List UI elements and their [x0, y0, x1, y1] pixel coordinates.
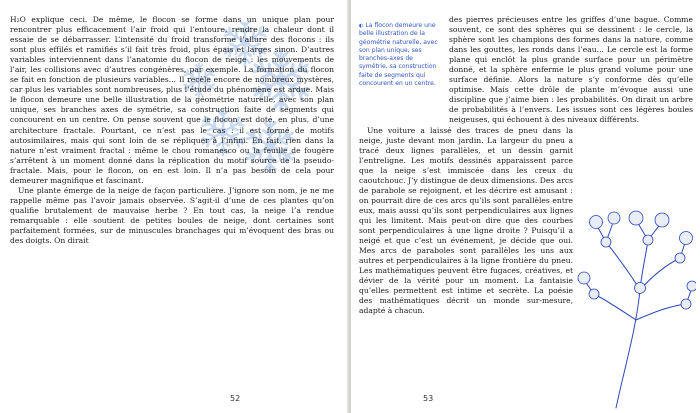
- right-paragraph-1: des pierres précieuses entre les griffes d’une bague. Comme souvent, ce sont des sphères qui se dessinent : le cercle, la sphère sont les champions des formes dans la nature, comme dans les gouttes, les ronds dans l’eau... Le cercle est la forme plane qui enclôt la plus grande surface pour un périmètre donné, et la sphère enferme le plus grand volume pour une surface définie. Alors la nature s’y conforme dès qu’elle optimise. Mais cette drôle de plante m’évoque aussi une discipline que j’aime bien : les probabilités. On dirait un arbre de probabilités à l’envers. Les issues sont ces légères boules neigeuses, qui échouent à des niveaux différents.: [449, 15, 693, 125]
- snow-plant-illustration-icon: [576, 200, 696, 410]
- right-paragraph-2: Une voiture a laissé des traces de pneu dans la neige, juste devant mon jardin. La largeur du pneu a tracé deux lignes parallèles, et un dessin garnit l’entreligne. Les motifs dessinés apparaissent parce que la neige s’est immiscée dans les creux du caoutchouc. J’y distingue de deux dimensions. Des arcs de parabole se rejoignent, et les décrire est amusant : on pourrait dire de ces arcs qu’ils sont parallèles entre eux, mais aussi qu’ils sont perpendiculaires aux lignes qui les limitent. Mais peut-on dire que des courbes sont perpendiculaires à une ligne droite ? Puisqu’il a neigé et que c’est un événement, je décide que oui. Mes arcs de paraboles sont parallèles les uns aux autres et perpendiculaires à la ligne frontière du pneu. Les mathématiques peuvent être fugaces, créatives, et dévier de la vérité pour un moment. La fantaisie qu’elles permettent est intime et secrète. La poésie des mathématiques décrit un monde sur-mesure, adapté à chacun.: [359, 125, 573, 316]
- page-number-right: 53: [423, 394, 434, 403]
- right-page: [351, 0, 700, 413]
- left-paragraph-1: H₂O explique ceci. De même, le flocon se forme dans un unique plan pour rencontrer plus efficacement l’air froid qui l’entoure, rendre la chaleur dont il essaie de se débarrasser. L’intensité du froid transforme l’allure des flocons : ils sont plus effilés et ramifiés s’il fait très froid, plus épais et larges sinon. D’autres variables interviennent dans l’anatomie du flocon de neige : les mouvements de l’air, les collisions avec d’autres congénères, par exemple. La formation du flocon se fait en fonction de plusieurs variables... Il recèle encore de nombreux mystères, car plus les variables sont nombreuses, plus l’étude du phénomène est ardue. Mais le flocon demeure une belle illustration de la géométrie naturelle, avec son plan unique, ses branches axes de symétrie, sa construction faite de segments qui concourent en un centre. On pense souvent que le flocon est doté, en plus, d’une architecture fractale. Pourtant, ce n’est pas le cas : il est formé de motifs autosimilaires, mais qui sont loin de se répliquer à l’infini. En fait, rien dans la nature n’est vraiment fractal : même le chou romanesco ou la feuille de fougère s’arrêtent à un moment donné dans la réplication du motif source de la pseudo-fractale. Mais, pour le flocon, on en est loin. Il n’a pas besoin de cela pour demeurer magnifique et fascinant.: [10, 15, 334, 185]
- left-body-text: [10, 15, 334, 246]
- left-page: [0, 0, 349, 413]
- left-paragraph-2: Une plante émerge de la neige de façon particulière. J’ignore son nom, je ne me rappelle même pas l’avoir jamais observée. S’agit-il d’une de ces plantes qu’on qualifie brutalement de mauvaise herbe ? En tout cas, la neige l’a rendue remarquable : elle soutient de petites boules de neige, dont certaines sont parfaitement formées, sur de minuscules branchages qui m’évoquent des bras ou des doigts. On dirait: [10, 185, 334, 246]
- note-marker-icon: ◐: [359, 23, 364, 29]
- page-number-left: 52: [230, 394, 241, 403]
- margin-note-text: La flocon demeure une belle illustration de la géométrie naturelle, avec son plan unique, ses branches-axes de symétrie, sa construction faite de segments qui concourent en un centre.: [359, 22, 438, 88]
